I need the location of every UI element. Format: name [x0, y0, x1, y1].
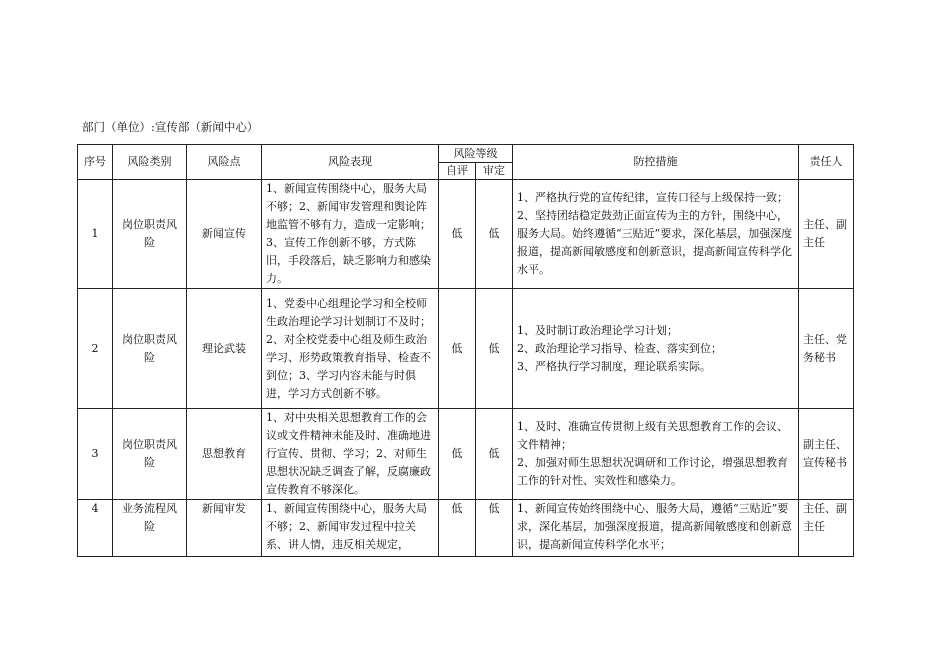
table-row: [78, 409, 854, 500]
row-measures: [513, 500, 799, 557]
measure-item: 2、政治理论学习指导、检查、落实到位；: [517, 341, 722, 355]
header-row: [78, 145, 854, 163]
row-seq: 2: [78, 289, 113, 409]
measure-item: 3、严格执行学习制度，理论联系实际。: [517, 359, 711, 373]
row-owner: 主任、副主任: [799, 500, 854, 557]
row-manifestation: 1、新闻宣传围绕中心，服务大局不够；2、新闻审发管理和舆论阵地监管不够有力，造成一定影响；3、宣传工作创新不够，方式陈旧，手段落后，缺乏影响力和感染力。: [262, 180, 439, 289]
row-seq: 3: [78, 409, 113, 500]
row-self-eval: 低: [439, 289, 476, 409]
row-review: 低: [476, 180, 513, 289]
header-measures: 防控措施: [513, 145, 799, 180]
measure-item: 2、坚持团结稳定鼓劲正面宣传为主的方针，围绕中心，服务大局。始终遵循“三贴近”要求，深化基层，加强深度报道，提高新闻敏感度和创新意识，提高新闻宣传科学化水平。: [517, 209, 793, 276]
row-seq: 1: [78, 180, 113, 289]
measure-item: 2、加强对师生思想状况调研和工作讨论，增强思想教育工作的针对性、实效性和感染力。: [517, 456, 788, 487]
header-owner: 责任人: [799, 145, 854, 180]
row-self-eval: 低: [439, 500, 476, 557]
row-review: 低: [476, 500, 513, 557]
row-point: 新闻审发: [187, 500, 262, 557]
header-manifestation: 风险表现: [262, 145, 439, 180]
row-owner: 主任、副主任: [799, 180, 854, 289]
row-manifestation: 1、对中央相关思想教育工作的会议或文件精神未能及时、准确地进行宣传、贯彻、学习；2、对师生思想状况缺乏调查了解，反腐廉政宣传教育不够深化。: [262, 409, 439, 500]
measure-item: 1、及时、准确宣传贯彻上级有关思想教育工作的会议、文件精神；: [517, 420, 788, 451]
header-point: 风险点: [187, 145, 262, 180]
row-self-eval: 低: [439, 409, 476, 500]
row-review: 低: [476, 409, 513, 500]
header-category: 风险类别: [113, 145, 187, 180]
risk-table: [77, 144, 854, 557]
row-owner: 主任、党务秘书: [799, 289, 854, 409]
row-self-eval: 低: [439, 180, 476, 289]
row-manifestation: 1、新闻宣传围绕中心，服务大局不够；2、新闻审发过程中拉关系、讲人情，违反相关规定，: [262, 500, 439, 557]
row-measures: [513, 180, 799, 289]
measure-item: 1、严格执行党的宣传纪律，宣传口径与上级保持一致；: [517, 191, 788, 204]
header-seq: 序号: [78, 145, 113, 180]
table-row: [78, 180, 854, 289]
header-self-eval: 自评: [439, 163, 476, 180]
row-point: 理论武装: [187, 289, 262, 409]
row-review: 低: [476, 289, 513, 409]
row-measures: [513, 289, 799, 409]
header-level: 风险等级: [439, 145, 513, 163]
row-seq: 4: [78, 500, 113, 557]
measure-item: 1、新闻宣传始终围绕中心、服务大局，遵循“三贴近”要求，深化基层，加强深度报道，提高新闻敏感度和创新意识，提高新闻宣传科学化水平；: [517, 502, 792, 551]
row-category: 业务流程风险: [113, 500, 187, 557]
row-category: 岗位职责风险: [113, 289, 187, 409]
department-label: 部门（单位）:宣传部（新闻中心）: [82, 120, 259, 134]
row-category: 岗位职责风险: [113, 180, 187, 289]
row-point: 新闻宣传: [187, 180, 262, 289]
row-owner: 副主任、宣传秘书: [799, 409, 854, 500]
table-row: [78, 289, 854, 409]
measure-item: 1、及时制订政治理论学习计划；: [517, 323, 678, 337]
row-manifestation: 1、党委中心组理论学习和全校师生政治理论学习计划制订不及时；2、对全校党委中心组及师生政治学习、形势政策教育指导、检查不到位；3、学习内容未能与时俱进，学习方式创新不够。: [262, 289, 439, 409]
header-review: 审定: [476, 163, 513, 180]
row-point: 思想教育: [187, 409, 262, 500]
row-category: 岗位职责风险: [113, 409, 187, 500]
table-row: [78, 500, 854, 557]
row-measures: [513, 409, 799, 500]
